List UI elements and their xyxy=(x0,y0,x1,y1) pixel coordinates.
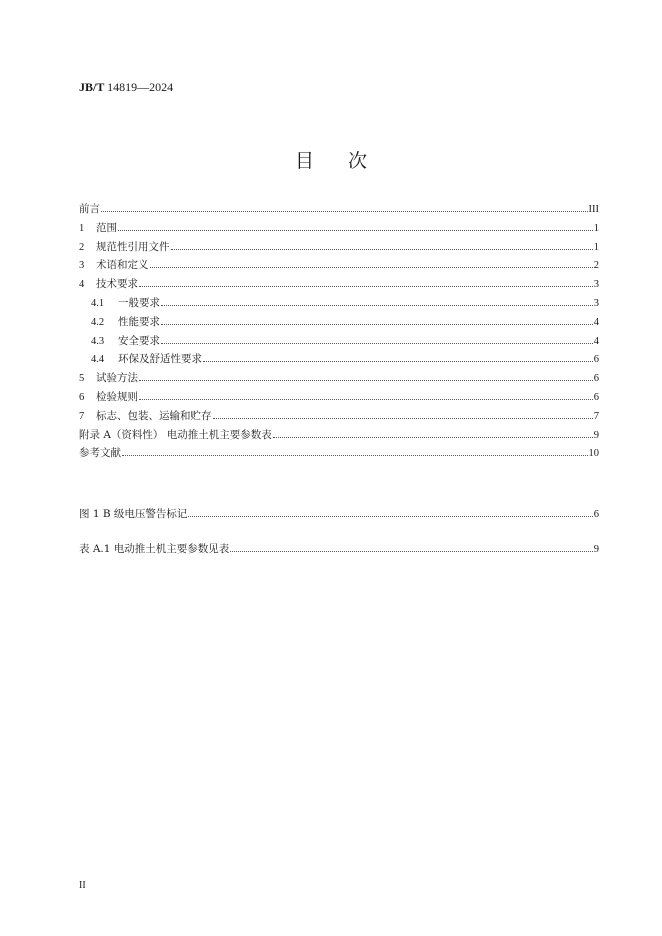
toc-entry[interactable] xyxy=(79,370,599,389)
toc-entry-label: 图 1 B 级电压警告标记 xyxy=(79,508,188,520)
dot-leader xyxy=(139,399,593,400)
toc-entry[interactable] xyxy=(79,408,599,427)
dot-leader xyxy=(122,455,588,456)
standard-code: 14819—2024 xyxy=(107,80,174,94)
dot-leader xyxy=(101,211,588,212)
toc-entry-number: 4.3 xyxy=(91,335,105,347)
toc-entry-label: 表 A.1 电动推土机主要参数见表 xyxy=(79,543,230,555)
toc-entry-label: 术语和定义 xyxy=(96,259,149,272)
toc-entry[interactable] xyxy=(79,427,599,446)
toc-entry[interactable] xyxy=(79,220,599,239)
toc-entry-label: 规范性引用文件 xyxy=(96,240,170,253)
dot-leader xyxy=(150,267,593,268)
toc-entry-page: 1 xyxy=(593,241,599,253)
toc-entry-number: 1 xyxy=(79,222,85,234)
dot-leader xyxy=(230,551,592,552)
toc-entry-page: 2 xyxy=(593,260,599,272)
toc-entry[interactable] xyxy=(79,295,599,314)
toc-entry-label: 标志、包装、运输和贮存 xyxy=(96,409,212,422)
dot-leader xyxy=(213,418,593,419)
standard-number xyxy=(79,80,173,95)
toc-entry-label: 参考文献 xyxy=(79,447,121,460)
toc-entry-page: 9 xyxy=(593,429,599,441)
toc-entry-page: 3 xyxy=(593,279,599,291)
toc-entry-number: 2 xyxy=(79,241,85,253)
toc-entry-number: 4.1 xyxy=(91,297,105,309)
dot-leader xyxy=(161,305,593,306)
toc-entry-page: 3 xyxy=(593,297,599,309)
toc-entry-page: 7 xyxy=(593,410,599,422)
table-list xyxy=(79,541,599,560)
dot-leader xyxy=(139,286,593,287)
dot-leader xyxy=(188,516,592,517)
toc-entry-page: 1 xyxy=(593,222,599,234)
toc-entry-label: 性能要求 xyxy=(118,315,160,328)
toc-entry-number: 5 xyxy=(79,373,85,385)
toc-entry-label: 前言 xyxy=(79,203,100,215)
toc-entry[interactable] xyxy=(79,506,599,525)
toc-entry-page: 4 xyxy=(593,335,599,347)
toc-entry-page: 9 xyxy=(593,544,599,555)
toc-entry-page: 6 xyxy=(593,391,599,403)
toc-entry[interactable] xyxy=(79,389,599,408)
toc-entry[interactable] xyxy=(79,201,599,220)
dot-leader xyxy=(161,324,593,325)
toc-entry[interactable] xyxy=(79,314,599,333)
toc-entry-label: 检验规则 xyxy=(96,390,138,403)
toc-entry-number: 4.4 xyxy=(91,354,105,366)
page-number: II xyxy=(79,880,86,891)
toc-entry-page: 10 xyxy=(588,448,599,460)
toc-entry-page: 4 xyxy=(593,316,599,328)
toc-entry[interactable] xyxy=(79,239,599,258)
dot-leader xyxy=(273,437,593,438)
toc-entry-label: 一般要求 xyxy=(118,296,160,309)
toc-entry[interactable] xyxy=(79,276,599,295)
toc-entry[interactable] xyxy=(79,257,599,276)
toc-entry-label: 范围 xyxy=(96,221,117,234)
toc-entry-label: 环保及舒适性要求 xyxy=(118,353,202,366)
toc-entry-number: 6 xyxy=(79,391,85,403)
toc-entry-label: 技术要求 xyxy=(96,278,138,291)
figure-list xyxy=(79,506,599,525)
toc-entry[interactable] xyxy=(79,445,599,464)
toc-entry[interactable] xyxy=(79,351,599,370)
toc-entry-number: 4 xyxy=(79,279,85,291)
toc-entry-label: 试验方法 xyxy=(96,372,138,385)
toc-entry-number: 4.2 xyxy=(91,316,105,328)
dot-leader xyxy=(139,380,593,381)
dot-leader xyxy=(171,249,593,250)
standard-prefix: JB/T xyxy=(79,80,105,94)
dot-leader xyxy=(118,230,593,231)
toc-entry-label: 附录 A（资料性） 电动推土机主要参数表 xyxy=(79,428,272,441)
toc-entry-label: 安全要求 xyxy=(118,334,160,347)
dot-leader xyxy=(161,343,593,344)
page-title: 目次 xyxy=(294,150,401,172)
toc-entry-number: 3 xyxy=(79,260,85,272)
dot-leader xyxy=(203,361,593,362)
toc-entry[interactable] xyxy=(79,333,599,352)
toc-entry-page: 6 xyxy=(593,354,599,366)
toc-entry[interactable] xyxy=(79,541,599,560)
toc-entry-page: 6 xyxy=(593,509,599,520)
table-of-contents xyxy=(79,201,599,464)
toc-entry-page: III xyxy=(588,204,599,215)
toc-entry-page: 6 xyxy=(593,373,599,385)
toc-entry-number: 7 xyxy=(79,410,85,422)
